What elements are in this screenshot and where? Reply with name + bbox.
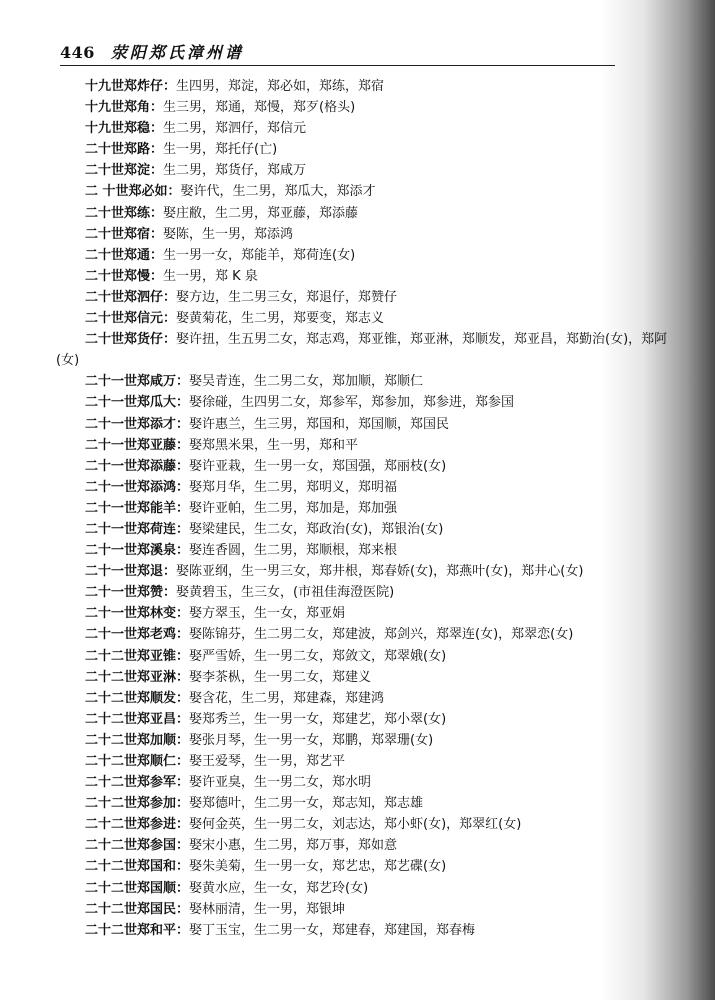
entry-detail: 娶黄菊花，生二男，郑要变，郑志义: [176, 311, 385, 327]
entry-person: 二十世郑宿：: [85, 226, 164, 242]
entry-person: 二十二世郑国民：: [85, 901, 190, 917]
entry-person: 二十一世郑林变：: [85, 606, 190, 622]
book-title: 荥阳郑氏漳州谱: [110, 43, 244, 62]
genealogy-entry: [56, 181, 686, 202]
genealogy-entry: [56, 899, 686, 920]
entry-detail: 娶含花，生二男，郑建森，郑建鸿: [189, 690, 385, 706]
entry-detail: 生四男，郑淀，郑必如，郑练，郑宿: [176, 79, 385, 94]
entry-detail: 娶黄碧玉，生三女，(市祖佳海澄医院): [176, 585, 395, 601]
entry-person: 二十一世郑退：: [85, 564, 177, 580]
entry-detail: 娶方边，生二男三女，郑退仔，郑赞仔: [176, 289, 398, 305]
entry-detail: 娶庄敝，生二男，郑亚藤，郑添藤: [163, 205, 359, 221]
genealogy-entry: [56, 582, 686, 603]
genealogy-entry: [56, 203, 686, 224]
entry-person: 十九世郑炸仔：: [85, 79, 177, 94]
entry-person: 二十二世郑顺发：: [85, 690, 190, 706]
entry-detail: 娶严雪娇，生一男二女，郑敛文，郑翠娥(女): [189, 648, 447, 664]
entry-person: 二十二世郑参加：: [85, 796, 190, 812]
genealogy-entry: [56, 751, 686, 772]
entry-detail: 娶许亚栽，生一男一女，郑国强，郑丽枝(女): [189, 458, 447, 474]
genealogy-entry-list: [56, 76, 686, 941]
page-header: [60, 40, 620, 62]
genealogy-entry: [56, 329, 686, 371]
genealogy-entry: [56, 920, 686, 941]
entry-detail: 生一男，郑托仔(亡): [163, 142, 278, 158]
entry-detail: 娶许代，生二男，郑瓜大，郑添才: [180, 184, 376, 200]
entry-detail: 娶陈锦芬，生二男二女，郑建波，郑剑兴，郑翠连(女)，郑翠恋(女): [189, 627, 574, 643]
entry-person: 二十世郑泗仔：: [85, 289, 177, 305]
genealogy-entry: [56, 667, 686, 688]
genealogy-entry: [56, 498, 686, 519]
entry-detail: 娶李茶枞，生一男二女，郑建义: [189, 669, 372, 685]
genealogy-entry: [56, 646, 686, 667]
entry-person: 二十二世郑参军：: [85, 775, 190, 791]
entry-detail: 生三男，郑通，郑慢，郑歹(格头): [163, 100, 356, 116]
genealogy-entry: [56, 814, 686, 835]
entry-detail: 娶许扭，生五男二女，郑志鸡，郑亚锥，郑亚淋，郑顺发，郑亚昌，郑勤治(女)，郑阿(女): [56, 332, 668, 369]
entry-detail: 娶徐碰，生四男二女，郑参军，郑参加，郑参进，郑参国: [189, 395, 515, 411]
entry-detail: 娶吴青连，生二男二女，郑加顺，郑顺仁: [189, 374, 424, 390]
entry-detail: 娶郑德叶，生二男一女，郑志知，郑志雄: [189, 796, 424, 812]
genealogy-entry: [56, 97, 686, 118]
entry-detail: 娶王爱琴，生一男，郑艺平: [189, 754, 346, 769]
entry-detail: 娶张月琴，生一男一女，郑鹏，郑翠珊(女): [189, 732, 434, 748]
entry-person: 二十二世郑亚昌：: [85, 711, 190, 727]
genealogy-entry: [56, 477, 686, 498]
entry-person: 二十二世郑顺仁：: [85, 754, 190, 769]
genealogy-entry: [56, 118, 686, 139]
genealogy-entry: [56, 139, 686, 160]
genealogy-entry: [56, 160, 686, 181]
entry-person: 二十二世郑加顺：: [85, 732, 190, 748]
genealogy-entry: [56, 624, 686, 645]
entry-person: 二十二世郑亚锥：: [85, 648, 190, 664]
genealogy-entry: [56, 371, 686, 392]
entry-detail: 生一男，郑 K 泉: [163, 268, 258, 284]
entry-detail: 娶许亚帕，生二男，郑加是，郑加强: [189, 500, 398, 516]
entry-detail: 娶郑黑米果，生一男，郑和平: [189, 437, 359, 453]
entry-detail: 娶朱美菊，生一男一女，郑艺忠，郑艺碟(女): [189, 859, 447, 875]
entry-detail: 娶林丽清，生一男，郑银坤: [189, 901, 346, 917]
entry-person: 二十一世郑添藤：: [85, 458, 190, 474]
entry-person: 二十一世郑亚藤：: [85, 437, 190, 453]
entry-person: 二十二世郑参进：: [85, 817, 190, 833]
entry-detail: 生一男一女，郑能羊，郑荷连(女): [163, 247, 356, 263]
entry-person: 十九世郑角：: [85, 100, 164, 116]
genealogy-entry: [56, 76, 686, 97]
genealogy-entry: [56, 603, 686, 624]
genealogy-entry: [56, 392, 686, 413]
entry-person: 二十世郑练：: [85, 205, 164, 221]
entry-person: 二十世郑通：: [85, 247, 164, 263]
genealogy-entry: [56, 540, 686, 561]
header-divider: [60, 65, 615, 66]
page-number: 446: [60, 43, 95, 62]
entry-person: 二十二世郑和平：: [85, 922, 190, 938]
entry-person: 二十一世郑能羊：: [85, 500, 190, 516]
entry-detail: 娶宋小惠，生二男，郑万事，郑如意: [189, 838, 398, 854]
entry-detail: 娶陈亚纲，生一男三女，郑井根，郑春娇(女)，郑燕叶(女)，郑井心(女): [176, 564, 584, 580]
entry-detail: 生二男，郑货仔，郑咸万: [163, 163, 307, 179]
entry-detail: 娶陈，生一男，郑添鸿: [163, 226, 294, 242]
entry-person: 二十一世郑老鸡：: [85, 627, 190, 643]
genealogy-entry: [56, 287, 686, 308]
entry-detail: 娶黄水应，生一女，郑艺玲(女): [189, 880, 369, 896]
genealogy-entry: [56, 224, 686, 245]
entry-person: 二十一世郑瓜大：: [85, 395, 190, 411]
genealogy-entry: [56, 688, 686, 709]
genealogy-entry: [56, 245, 686, 266]
genealogy-entry: [56, 519, 686, 540]
genealogy-entry: [56, 793, 686, 814]
entry-person: 二十二世郑国和：: [85, 859, 190, 875]
entry-person: 二十一世郑添鸿：: [85, 479, 190, 495]
entry-person: 二十二世郑参国：: [85, 838, 190, 854]
genealogy-entry: [56, 266, 686, 287]
entry-detail: 娶郑月华，生二男，郑明义，郑明福: [189, 479, 398, 495]
genealogy-entry: [56, 730, 686, 751]
genealogy-entry: [56, 435, 686, 456]
entry-detail: 娶许惠兰，生三男，郑国和，郑国顺，郑国民: [189, 416, 450, 432]
entry-person: 二 十世郑必如：: [85, 184, 181, 200]
entry-person: 十九世郑稳：: [85, 121, 164, 137]
entry-detail: 生二男，郑泗仔，郑信元: [163, 121, 307, 137]
entry-person: 二十一世郑荷连：: [85, 521, 190, 537]
entry-person: 二十世郑慢：: [85, 268, 164, 284]
genealogy-entry: [56, 772, 686, 793]
entry-person: 二十世郑淀：: [85, 163, 164, 179]
entry-person: 二十世郑路：: [85, 142, 164, 158]
entry-person: 二十世郑货仔：: [85, 332, 177, 348]
genealogy-entry: [56, 561, 686, 582]
genealogy-entry: [56, 878, 686, 899]
entry-person: 二十一世郑咸万：: [85, 374, 190, 390]
genealogy-entry: [56, 709, 686, 730]
entry-detail: 娶许亚臭，生一男二女，郑水明: [189, 775, 372, 791]
entry-detail: 娶方翠玉，生一女，郑亚娟: [189, 606, 346, 622]
genealogy-entry: [56, 308, 686, 329]
genealogy-entry: [56, 414, 686, 435]
entry-person: 二十二世郑亚淋：: [85, 669, 190, 685]
entry-person: 二十一世郑赞：: [85, 585, 177, 601]
entry-detail: 娶何金英，生一男二女，刘志达，郑小虾(女)，郑翠红(女): [189, 817, 522, 833]
entry-person: 二十二世郑国顺：: [85, 880, 190, 896]
entry-detail: 娶丁玉宝，生二男一女，郑建春，郑建国，郑春梅: [189, 922, 476, 938]
entry-detail: 娶连香圆，生二男，郑顺根，郑来根: [189, 543, 398, 559]
entry-person: 二十世郑信元：: [85, 311, 177, 327]
entry-detail: 娶梁建民，生二女，郑政治(女)，郑银治(女): [189, 521, 444, 537]
genealogy-entry: [56, 856, 686, 877]
entry-person: 二十一世郑溪泉：: [85, 543, 190, 559]
entry-detail: 娶郑秀兰，生一男一女，郑建艺，郑小翠(女): [189, 711, 447, 727]
genealogy-entry: [56, 835, 686, 856]
entry-person: 二十一世郑添才：: [85, 416, 190, 432]
genealogy-entry: [56, 456, 686, 477]
